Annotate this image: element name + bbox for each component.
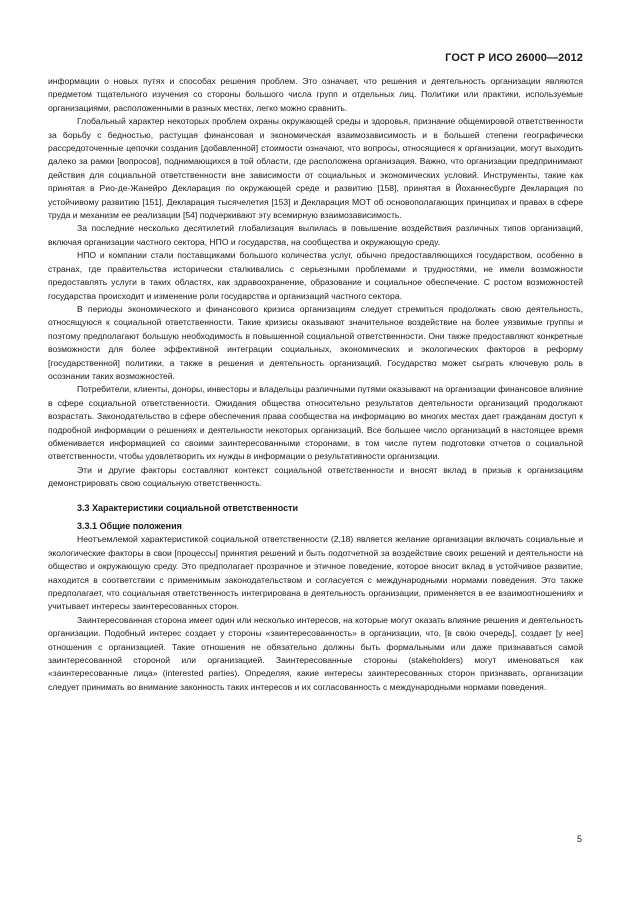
- paragraph: Потребители, клиенты, доноры, инвесторы и владельцы различными путями оказывают на организации финансовое влияние в сфере социальной ответственности. Ожидания общества относительно результатов деятельности организаций продолжают возрастать. Законодательство в сфере обеспечения права сообщества на информацию во многих местах дает гражданам доступ к подробной информации о решениях и деятельности некоторых организаций. Все большее число организаций в настоящее время обменивается информацией со своими заинтересованными сторонами, в том числе путем подготовки отчетов о социальной ответственности, чтобы удовлетворить их нужды в информации о результативности организации.: [48, 384, 583, 462]
- paragraph: Глобальный характер некоторых проблем охраны окружающей среды и здоровья, признание общемировой ответственности за борьбу с бедностью, растущая финансовая и экономическая взаимозависимость и в большей степени географически рассредоточенные цепочки создания [добавленной] стоимости означают, что вопросы, относящиеся к организации, могут выходить далеко за рамки [вопросов], поднимающихся в той области, где расположена организация. Важно, что организации предпринимают действия для социальной ответственности вне зависимости от социальных и экономических условий. Инструменты, такие как принятая в Рио-де-Жанейро Декларация по окружающей среде и развитию [158], принятая в Йоханнесбурге Декларация по устойчивому развитию [151], Декларация тысячелетия [153] и Декларация МОТ об основополагающих принципах и правах в сфере труда и механизм ее реализации [54] подчеркивают эту всемирную взаимозависимость.: [48, 116, 583, 221]
- document-body: [48, 75, 583, 694]
- section-heading: 3.3 Характеристики социальной ответственности: [77, 502, 299, 513]
- paragraph: Заинтересованная сторона имеет один или несколько интересов, на которые могут оказать влияние решения и деятельность организации. Подобный интерес создает у стороны «заинтересованность» в организации, что, [в свою очередь], создает [у нее] отношения с организацией. Такие отношения не обязательно должны быть формальными или даже признаваться самой заинтересованной стороной или организацией. Заинтересованные стороны (stakeholders) могут именоваться как «заинтересованные лица» (interested parties). Определяя, какие интересы заинтересованных сторон признавать, организации следует принимать во внимание законность таких интересов и их согласованность с международными нормами поведения.: [48, 614, 583, 692]
- paragraph: Эти и другие факторы составляют контекст социальной ответственности и вносят вклад в призыв к организациям демонстрировать свою социальную ответственность.: [48, 464, 583, 489]
- paragraph: Неотъемлемой характеристикой социальной ответственности (2.18) является желание организации включать социальные и экологические факторы в свои [процессы] принятия решений и быть подотчетной за воздействие своих решений и деятельности на общество и окружающую среду. Это предполагает прозрачное и этичное поведение, которое вносит вклад в устойчивое развитие, находится в соответствии с применимым законодательством и согласуется с международными нормами поведения. Это также предполагает, что социальная ответственность интегрирована в деятельность организации, применяется в ее взаимоотношениях и учитывает интересы заинтересованных сторон.: [48, 534, 583, 612]
- standard-header: ГОСТ Р ИСО 26000—2012: [445, 52, 583, 64]
- paragraph: За последние несколько десятилетий глобализация вылилась в повышение воздействия различных типов организаций, включая организации частного сектора, НПО и государства, на сообщества и окружающую среду.: [48, 223, 583, 247]
- subsection-heading: 3.3.1 Общие положения: [77, 521, 182, 531]
- page-number: 5: [576, 834, 582, 844]
- paragraphs-before-section: [48, 75, 583, 491]
- paragraph: информации о новых путях и способах решения проблем. Это означает, что решения и деятельность организации являются предметом тщательного изучения со стороны большого числа групп и отдельных лиц. Политики или практики, используемые организациями, расположенными в разных местах, легко можно сравнить.: [48, 76, 583, 113]
- paragraph: НПО и компании стали поставщиками большого количества услуг, обычно предоставляющихся государством, особенно в странах, где правительства исторически сталкивались с серьезными проблемами и трудностями, не имели возможности предоставлять услуги в таких областях, как здравоохранение, образование и социальное обеспечение. С ростом возможностей государства происходит и изменение роли государства и организаций частного сектора.: [48, 250, 583, 301]
- paragraph: В периоды экономического и финансового кризиса организациям следует стремиться продолжать свою деятельность, относящуюся к социальной ответственности. Такие кризисы оказывают значительное воздействие на более уязвимые группы и поэтому предполагают большую необходимость в повышенной социальной ответственности. Они также предоставляют конкретные возможности для более эффективной интеграции социальных, экономических и экологических факторов в реформу [государственной] политики, а также в решения и деятельность организаций. Государство может сыграть ключевую роль в осознании таких возможностей.: [48, 303, 583, 381]
- paragraphs-after-section: [48, 533, 583, 694]
